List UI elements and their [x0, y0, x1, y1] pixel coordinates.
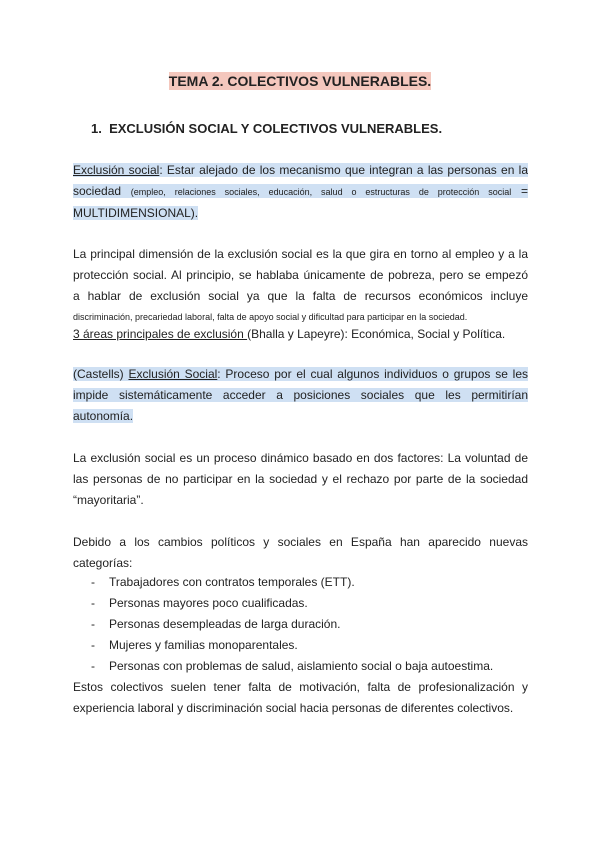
def1-line3-text: MULTIDIMENSIONAL).: [73, 206, 199, 220]
def2-line3-text: autonomía.: [73, 409, 134, 423]
def1-term: Exclusión social: [73, 163, 160, 177]
definition-exclusion-social: [73, 160, 528, 224]
para1-line1: La principal dimensión de la exclusión social es la que gira en torno al empleo y a la: [73, 247, 528, 261]
para1-areas-underlined: 3 áreas principales de exclusión: [73, 327, 248, 341]
para2-line1: La exclusión social es un proceso dinámico basado en dos factores: La voluntad de: [73, 451, 528, 465]
paragraph-collectives-summary: [73, 677, 528, 719]
para1-line3: a hablar de exclusión social ya que la falta de recursos económicos incluye: [73, 289, 528, 303]
bullet-dash: -: [91, 575, 95, 589]
paragraph-new-categories: [73, 532, 528, 574]
def2-line2: [73, 385, 528, 406]
def1-line2: [73, 181, 528, 203]
bullet-dash: -: [91, 638, 95, 652]
list-item: [73, 614, 528, 635]
def1-line2-end: =: [511, 184, 528, 198]
definition-castells: [73, 364, 528, 427]
para4-line1: Estos colectivos suelen tener falta de motivación, falta de profesionalización y: [73, 680, 528, 694]
def1-line3: [73, 203, 528, 224]
def2-prefix: (Castells): [73, 367, 129, 381]
list-item: [73, 572, 528, 593]
para1-areas-rest: (Bhalla y Lapeyre): Económica, Social y Política.: [247, 327, 506, 341]
list-item-text: Mujeres y familias monoparentales.: [109, 638, 298, 652]
def2-line1: [73, 364, 528, 385]
def2-line3: [73, 406, 528, 427]
def2-term: Exclusión Social: [128, 367, 218, 381]
bullet-dash: -: [91, 617, 95, 631]
list-item: [73, 635, 528, 656]
list-item-text: Trabajadores con contratos temporales (ETT).: [109, 575, 355, 589]
bullet-dash: -: [91, 596, 95, 610]
para3-line1: Debido a los cambios políticos y sociales en España han aparecido nuevas: [73, 535, 528, 549]
list-item: [73, 656, 528, 677]
def1-line2-start: sociedad: [73, 184, 131, 198]
list-item-text: Personas mayores poco cualificadas.: [109, 596, 308, 610]
def2-line2-text: impide sistemáticamente acceder a posiciones sociales que les permitirían: [73, 388, 528, 402]
list-item-text: Personas con problemas de salud, aislamiento social o baja autoestima.: [109, 659, 494, 673]
bullet-dash: -: [91, 659, 95, 673]
document-title: [0, 71, 600, 91]
para2-line2: las personas de no participar en la sociedad y el rechazo por parte de la sociedad: [73, 472, 528, 486]
def1-line1: [73, 160, 528, 181]
def1-line1-text: : Estar alejado de los mecanismo que integran a las personas en la: [159, 163, 528, 177]
categories-list: [73, 572, 528, 677]
paragraph-dynamic-process: [73, 448, 528, 511]
section-heading-text: EXCLUSIÓN SOCIAL Y COLECTIVOS VULNERABLES.: [109, 121, 443, 136]
def1-line2-small: (empleo, relaciones sociales, educación, salud o estructuras de protección social: [130, 187, 512, 197]
section-heading: [91, 120, 442, 138]
para3-line2: categorías:: [73, 556, 133, 570]
para4-line2: experiencia laboral y discriminación social hacia personas de diferentes colectivos.: [73, 701, 514, 715]
section-number: 1.: [91, 121, 102, 136]
list-item-text: Personas desempleadas de larga duración.: [109, 617, 341, 631]
list-item: [73, 593, 528, 614]
para1-line4: discriminación, precariedad laboral, falta de apoyo social y dificultad para participar en la sociedad.: [73, 312, 468, 322]
para1-line5: [73, 324, 528, 345]
para1-line2: protección social. Al principio, se hablaba únicamente de pobreza, pero se empezó: [73, 268, 528, 282]
para2-line3: “mayoritaria”.: [73, 493, 144, 507]
def2-line1-text: : Proceso por el cual algunos individuos o grupos se les: [217, 367, 528, 381]
document-title-text: TEMA 2. COLECTIVOS VULNERABLES.: [168, 73, 432, 89]
paragraph-main-dimension: [73, 244, 528, 345]
